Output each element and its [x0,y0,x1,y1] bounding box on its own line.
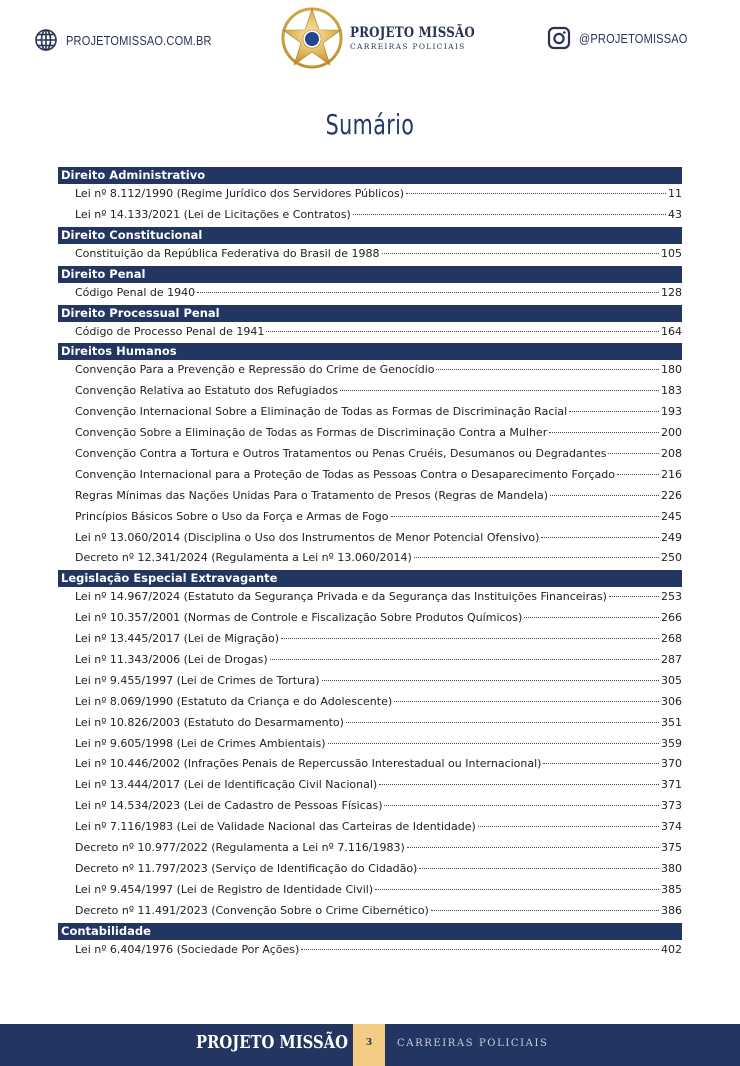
dot-leader [382,253,659,254]
dot-leader [353,214,666,215]
page-footer [0,1024,740,1066]
logo-subtitle: CARREIRAS POLICIAIS [350,42,466,51]
section-header: Direito Processual Penal [58,305,682,322]
toc-entry-page: 200 [661,426,682,440]
dot-leader [617,474,659,475]
dot-leader [608,453,659,454]
toc-entry-label: Lei nº 10.357/2001 (Normas de Controle e Fiscalização Sobre Produtos Químicos) [75,611,523,625]
dot-leader [414,557,659,558]
toc-entry-page: 402 [661,942,682,956]
toc-entry[interactable] [58,796,682,817]
toc-entry-page: 374 [661,820,682,834]
toc-entry-page: 371 [661,778,682,792]
toc-entry-label: Princípios Básicos Sobre o Uso da Força e Armas de Fogo [75,509,389,523]
section-header: Contabilidade [58,923,682,940]
toc-entry[interactable] [58,205,682,226]
toc-entry-page: 266 [661,611,682,625]
dot-leader [391,516,659,517]
toc-entry-page: 43 [668,207,682,221]
toc-entry-label: Decreto nº 11.491/2023 (Convenção Sobre o Crime Cibernético) [75,903,429,917]
toc-entry-label: Lei nº 6.404/1976 (Sociedade Por Ações) [75,942,300,956]
dot-leader [541,537,659,538]
toc-entry[interactable] [58,713,682,734]
toc-entry-page: 386 [661,903,682,917]
toc-entry-page: 216 [661,467,682,481]
instagram-link[interactable] [547,26,707,50]
toc-entry-page: 11 [668,187,682,200]
toc-entry[interactable] [58,838,682,859]
toc-entry-page: 380 [661,861,682,875]
toc-entry-label: Convenção Sobre a Eliminação de Todas as Formas de Discriminação Contra a Mulher [75,426,548,440]
toc-entry[interactable] [58,692,682,713]
dot-leader [431,910,659,911]
toc-entry[interactable] [58,283,682,304]
toc-entry-page: 253 [661,590,682,604]
toc-entry-label: Lei nº 7.116/1983 (Lei de Validade Nacional das Carteiras de Identidade) [75,820,476,834]
toc-entry[interactable] [58,650,682,671]
toc-entry-label: Lei nº 9.454/1997 (Lei de Registro de Identidade Civil) [75,882,374,896]
toc-entry-page: 351 [661,715,682,729]
dot-leader [543,763,659,764]
toc-entry[interactable] [58,528,682,549]
dot-leader [197,292,659,293]
toc-entry-label: Convenção Contra a Tortura e Outros Tratamentos ou Penas Cruéis, Desumanos ou Degradantes [75,447,607,461]
toc-entry[interactable] [58,775,682,796]
toc-entry-page: 306 [661,694,682,708]
toc-entry-page: 164 [661,324,682,338]
dot-leader [322,680,659,681]
toc-entry-label: Código de Processo Penal de 1941 [75,324,265,338]
toc-entry[interactable] [58,754,682,775]
dot-leader [328,743,659,744]
toc-entry[interactable] [58,184,682,205]
toc-entry[interactable] [58,360,682,381]
toc-entry-label: Lei nº 13.445/2017 (Lei de Migração) [75,632,279,646]
dot-leader [550,495,659,496]
dot-leader [406,193,666,194]
toc-entry[interactable] [58,587,682,608]
dot-leader [569,411,659,412]
website-text: PROJETOMISSAO.COM.BR [66,32,212,48]
toc-entry[interactable] [58,608,682,629]
dot-leader [281,638,659,639]
dot-leader [549,432,659,433]
toc-entry-label: Código Penal de 1940 [75,285,196,299]
logo-title: PROJETO MISSÃO [350,25,475,41]
section-header: Legislação Especial Extravagante [58,570,682,587]
toc-entry-label: Lei nº 8.112/1990 (Regime Jurídico dos Servidores Públicos) [75,187,405,200]
toc-entry-label: Lei nº 10.826/2003 (Estatuto do Desarmamento) [75,715,344,729]
toc-entry[interactable] [58,734,682,755]
toc-entry-page: 208 [661,447,682,461]
dot-leader [419,868,659,869]
toc-entry-page: 370 [661,757,682,771]
badge-star-icon [280,6,344,70]
toc-entry-page: 105 [661,246,682,260]
toc-entry-page: 375 [661,841,682,855]
dot-leader [524,617,659,618]
footer-brand: PROJETO MISSÃO [196,1032,348,1053]
toc-entry-label: Convenção Relativa ao Estatuto dos Refugiados [75,384,338,398]
dot-leader [270,659,659,660]
toc-entry-page: 183 [661,384,682,398]
toc-entry[interactable] [58,901,682,922]
toc-entry[interactable] [58,671,682,692]
dot-leader [301,949,659,950]
toc-entry-label: Lei nº 8.069/1990 (Estatuto da Criança e do Adolescente) [75,694,393,708]
toc-entry[interactable] [58,381,682,402]
toc-entry-page: 249 [661,530,682,544]
toc-entry-label: Decreto nº 10.977/2022 (Regulamenta a Lei nº 7.116/1983) [75,841,405,855]
instagram-icon [547,26,571,50]
toc-entry-label: Lei nº 9.455/1997 (Lei de Crimes de Tortura) [75,673,320,687]
toc-entry-page: 305 [661,673,682,687]
toc-entry-label: Lei nº 13.444/2017 (Lei de Identificação Civil Nacional) [75,778,378,792]
toc-entry[interactable] [58,423,682,444]
toc-entry-label: Lei nº 14.133/2021 (Lei de Licitações e Contratos) [75,207,351,221]
section-header: Direito Constitucional [58,227,682,244]
toc-entry-label: Constituição da República Federativa do Brasil de 1988 [75,246,380,260]
dot-leader [384,805,659,806]
toc-entry-page: 128 [661,285,682,299]
toc-entry[interactable] [58,817,682,838]
toc-entry[interactable] [58,880,682,901]
page-title: Sumário [325,108,415,141]
table-of-contents [58,166,682,961]
toc-entry-page: 193 [661,405,682,419]
toc-entry[interactable] [58,859,682,880]
toc-entry-label: Regras Mínimas das Nações Unidas Para o Tratamento de Presos (Regras de Mandela) [75,488,549,502]
toc-entry[interactable] [58,444,682,465]
toc-entry[interactable] [58,244,682,265]
dot-leader [394,701,659,702]
section-header: Direito Administrativo [58,167,682,184]
dot-leader [609,596,659,597]
toc-entry-label: Convenção Internacional para a Proteção de Todas as Pessoas Contra o Desaparecimento Forçado [75,467,615,481]
toc-entry-page: 180 [661,363,682,377]
toc-entry-page: 245 [661,509,682,523]
toc-entry-page: 226 [661,488,682,502]
dot-leader [340,390,659,391]
toc-entry-label: Lei nº 13.060/2014 (Disciplina o Uso dos Instrumentos de Menor Potencial Ofensivo) [75,530,540,544]
toc-entry[interactable] [58,548,682,569]
dot-leader [436,369,659,370]
toc-entry-label: Convenção Para a Prevenção e Repressão do Crime de Genocídio [75,363,435,377]
toc-entry-label: Decreto nº 11.797/2023 (Serviço de Identificação do Cidadão) [75,861,418,875]
toc-entry-page: 359 [661,736,682,750]
toc-entry-label: Lei nº 10.446/2002 (Infrações Penais de Repercussão Interestadual ou Internacional) [75,757,542,771]
dot-leader [346,722,659,723]
toc-entry[interactable] [58,507,682,528]
toc-entry[interactable] [58,629,682,650]
toc-entry-page: 385 [661,882,682,896]
dot-leader [266,331,659,332]
section-header: Direitos Humanos [58,343,682,360]
toc-entry-page: 268 [661,632,682,646]
page-number: 3 [353,1024,385,1066]
globe-icon [34,28,58,52]
toc-entry-page: 287 [661,653,682,667]
toc-entry-label: Lei nº 14.534/2023 (Lei de Cadastro de Pessoas Físicas) [75,799,383,813]
toc-entry[interactable] [58,465,682,486]
website-link[interactable] [34,28,237,52]
toc-entry[interactable] [58,940,682,961]
toc-entry[interactable] [58,486,682,507]
toc-entry-page: 373 [661,799,682,813]
page-header [0,0,740,80]
toc-entry-label: Decreto nº 12.341/2024 (Regulamenta a Lei nº 13.060/2014) [75,551,412,565]
logo [280,6,497,70]
dot-leader [407,847,659,848]
toc-entry-page: 250 [661,551,682,565]
dot-leader [478,826,659,827]
toc-entry[interactable] [58,402,682,423]
footer-subtitle: CARREIRAS POLICIAIS [397,1038,549,1049]
toc-entry-label: Convenção Internacional Sobre a Eliminação de Todas as Formas de Discriminação Racial [75,405,568,419]
toc-entry-label: Lei nº 11.343/2006 (Lei de Drogas) [75,653,268,667]
dot-leader [379,784,659,785]
toc-entry[interactable] [58,322,682,343]
dot-leader [375,889,659,890]
instagram-handle: @PROJETOMISSAO [579,30,688,46]
toc-entry-label: Lei nº 9.605/1998 (Lei de Crimes Ambientais) [75,736,326,750]
toc-entry-label: Lei nº 14.967/2024 (Estatuto da Segurança Privada e da Segurança das Instituições Financeiras) [75,590,607,604]
section-header: Direito Penal [58,266,682,283]
